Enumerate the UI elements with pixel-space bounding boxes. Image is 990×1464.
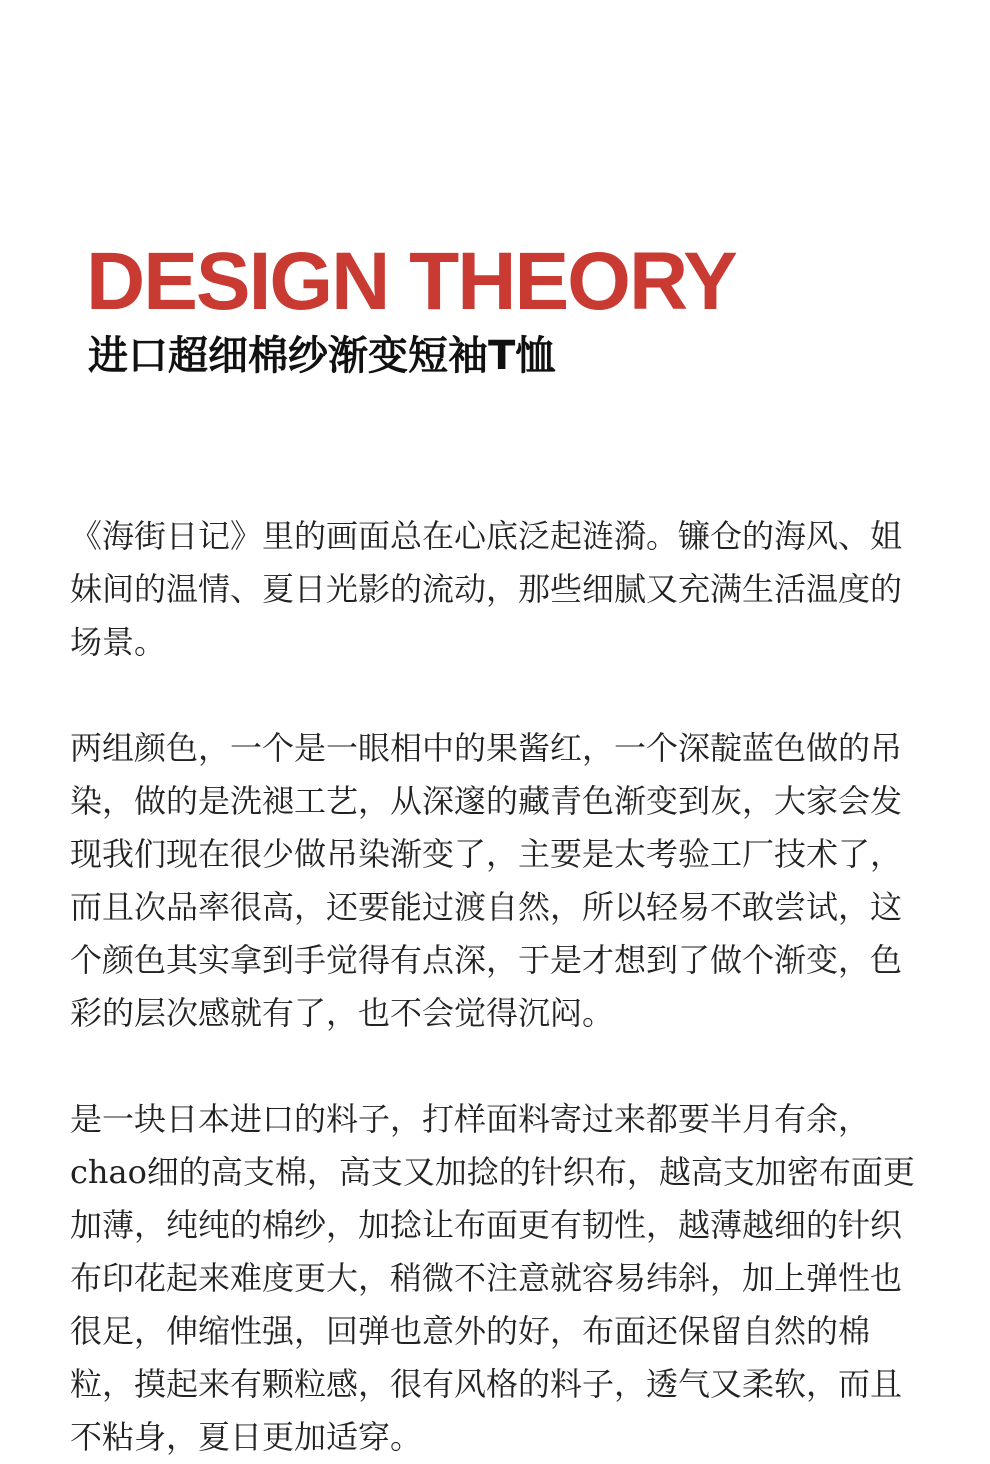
paragraph-fabric: 是一块日本进口的料子，打样面料寄过来都要半月有余，chao细的高支棉，高支又加捻的针织布，越高支加密布面更加薄，纯纯的棉纱，加捻让布面更有韧性，越薄越细的针织布印花起来难度更大，稍微不注意就容易纬斜，加上弹性也很足，伸缩性强，回弹也意外的好，布面还保留自然的棉粒，摸起来有颗粒感，很有风格的料子，透气又柔软，而且不粘身，夏日更加适穿。	[70, 1100, 915, 1456]
english-title: DESIGN THEORY	[86, 236, 736, 327]
description-body	[70, 510, 920, 1464]
paragraph-colors: 两组颜色，一个是一眼相中的果酱红，一个深靛蓝色做的吊染，做的是洗褪工艺，从深邃的藏青色渐变到灰，大家会发现我们现在很少做吊染渐变了，主要是太考验工厂技术了，而且次品率很高，还要能过渡自然，所以轻易不敢尝试，这个颜色其实拿到手觉得有点深，于是才想到了做个渐变，色彩的层次感就有了，也不会觉得沉闷。	[70, 729, 903, 1032]
paragraph-inspiration: 《海街日记》里的画面总在心底泛起涟漪。镰仓的海风、姐妹间的温情、夏日光影的流动，那些细腻又充满生活温度的场景。	[70, 517, 903, 661]
title-block	[86, 238, 736, 382]
chinese-product-title: 进口超细棉纱渐变短袖T恤	[88, 333, 556, 379]
